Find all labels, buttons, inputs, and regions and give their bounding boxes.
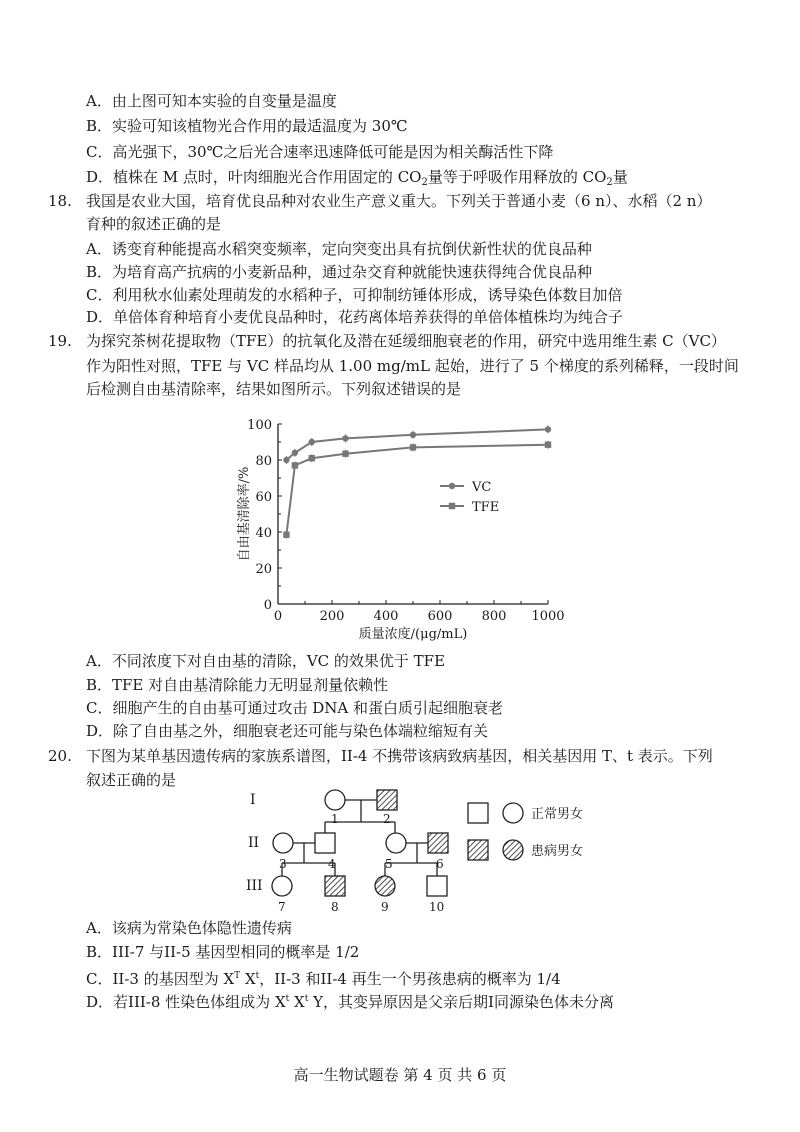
q20-option-c-x: X xyxy=(240,970,256,988)
q20-option-d-part1: D．若III-8 性染色体组成为 X xyxy=(86,993,286,1011)
y-axis-label: 自由基清除率/% xyxy=(237,466,252,562)
legend-normal-female-symbol xyxy=(503,803,523,823)
generation-label-i: I xyxy=(250,792,256,808)
legend-normal-male-symbol xyxy=(468,803,488,823)
data-point-tfe xyxy=(342,451,348,457)
q19-stem-line2: 作为阳性对照，TFE 与 VC 样品均从 1.00 mg/mL 起始，进行了 5 个梯度的系列稀释，一段时间 xyxy=(86,357,739,375)
data-point-tfe xyxy=(545,442,551,448)
individual-number-1: 1 xyxy=(331,812,339,826)
radical-scavenging-chart xyxy=(230,410,570,646)
q20-option-d-x: X xyxy=(289,993,305,1011)
q20-option-d-part2: Y，其变异原因是父亲后期I同源染色体未分离 xyxy=(308,993,614,1011)
legend-label-vc: VC xyxy=(472,480,492,495)
legend-normal-label: 正常男女 xyxy=(531,807,584,822)
q20-option-c xyxy=(86,966,561,989)
q19-option-d: D．除了自由基之外，细胞衰老还可能与染色体端粒缩短有关 xyxy=(86,722,489,740)
individual-ii-3-female-normal xyxy=(273,833,293,853)
legend-affected-female-symbol xyxy=(503,840,523,860)
individual-ii-6-male-affected xyxy=(428,833,448,853)
superscript: t xyxy=(285,994,290,1004)
generation-label-ii: II xyxy=(248,835,260,851)
legend-marker-vc xyxy=(449,483,455,489)
individual-number-4: 4 xyxy=(328,857,336,871)
data-point-vc xyxy=(545,426,551,432)
individual-i-2-male-affected xyxy=(377,790,397,810)
individual-number-2: 2 xyxy=(383,812,391,826)
q20-option-c-part1: C．II-3 的基因型为 X xyxy=(86,970,235,988)
individual-number-9: 9 xyxy=(381,900,389,914)
data-point-vc xyxy=(309,439,315,445)
q18-option-d: D．单倍体育种培育小麦优良品种时，花药离体培养获得的单倍体植株均为纯合子 xyxy=(86,308,624,326)
q20-number: 20. xyxy=(48,747,72,765)
q17-option-d-part2: 量等于呼吸作用释放的 CO xyxy=(427,168,607,186)
q17-option-d-part3: 量 xyxy=(612,168,628,186)
individual-iii-9-female-affected xyxy=(375,876,395,896)
y-tick-label: 60 xyxy=(255,490,272,505)
x-tick-label: 1000 xyxy=(531,609,565,624)
y-tick-label: 80 xyxy=(255,454,272,469)
individual-i-1-female-normal xyxy=(325,790,345,810)
x-axis-label: 质量浓度/(μg/mL) xyxy=(358,627,468,642)
y-tick-label: 100 xyxy=(247,418,272,433)
y-tick-label: 40 xyxy=(255,526,272,541)
data-point-vc xyxy=(342,435,348,441)
q20-option-d xyxy=(86,989,614,1012)
q18-option-a: A．诱变育种能提高水稻突变频率，定向突变出具有抗倒伏新性状的优良品种 xyxy=(86,240,592,258)
x-tick-label: 0 xyxy=(273,609,283,624)
subscript: 2 xyxy=(606,177,613,188)
individual-iii-10-male-normal xyxy=(427,876,447,896)
data-point-vc xyxy=(292,450,298,456)
q17-option-c: C．高光强下，30℃之后光合速率迅速降低可能是因为相关酶活性下降 xyxy=(86,143,554,161)
individual-iii-8-male-affected xyxy=(325,876,345,896)
q18-option-b: B．为培育高产抗病的小麦新品种，通过杂交育种就能快速获得纯合优良品种 xyxy=(86,263,593,281)
superscript: t xyxy=(255,971,260,981)
q17-option-d xyxy=(86,167,628,193)
x-tick-label: 600 xyxy=(427,609,453,624)
superscript: t xyxy=(304,994,309,1004)
x-tick-label: 800 xyxy=(481,609,507,624)
q17-option-b: B．实验可知该植物光合作用的最适温度为 30℃ xyxy=(86,117,408,135)
individual-number-6: 6 xyxy=(436,857,444,871)
individual-ii-4-male-normal xyxy=(315,833,335,853)
generation-label-iii: III xyxy=(246,878,263,894)
individual-iii-7-female-normal xyxy=(272,876,292,896)
q19-stem-line1: 为探究茶树花提取物（TFE）的抗氧化及潜在延缓细胞衰老的作用，研究中选用维生素 C（VC） xyxy=(86,332,726,350)
x-tick-label: 200 xyxy=(319,609,345,624)
q20-option-a: A．该病为常染色体隐性遗传病 xyxy=(86,919,292,937)
q19-option-a: A．不同浓度下对自由基的清除，VC 的效果优于 TFE xyxy=(86,652,446,670)
pedigree-chart xyxy=(230,780,600,920)
data-point-tfe xyxy=(292,462,298,468)
data-point-vc xyxy=(283,457,289,463)
x-tick-label: 400 xyxy=(373,609,399,624)
individual-number-7: 7 xyxy=(278,900,286,914)
data-point-tfe xyxy=(309,455,315,461)
individual-number-5: 5 xyxy=(385,857,393,871)
q18-option-c: C．利用秋水仙素处理萌发的水稻种子，可抑制纺锤体形成，诱导染色体数目加倍 xyxy=(86,286,623,304)
subscript: 2 xyxy=(421,177,428,188)
q19-option-c: C．细胞产生的自由基可通过攻击 DNA 和蛋白质引起细胞衰老 xyxy=(86,699,503,717)
q18-number: 18. xyxy=(48,192,72,210)
legend-marker-tfe xyxy=(449,503,455,509)
q19-option-b: B．TFE 对自由基清除能力无明显剂量依赖性 xyxy=(86,676,389,694)
q18-stem-line2: 育种的叙述正确的是 xyxy=(86,215,222,233)
y-tick-label: 20 xyxy=(255,562,272,577)
q19-number: 19. xyxy=(48,332,72,350)
individual-ii-5-female-normal xyxy=(386,833,406,853)
y-tick-label: 0 xyxy=(263,598,272,613)
q20-stem-line2: 叙述正确的是 xyxy=(86,771,177,789)
data-point-tfe xyxy=(283,532,289,538)
individual-number-10: 10 xyxy=(429,900,445,914)
legend-affected-label: 患病男女 xyxy=(531,844,584,859)
q19-stem-line3: 后检测自由基清除率，结果如图所示。下列叙述错误的是 xyxy=(86,380,462,398)
q17-option-a: A．由上图可知本实验的自变量是温度 xyxy=(86,92,337,110)
legend-affected-male-symbol xyxy=(468,840,488,860)
data-point-tfe xyxy=(410,444,416,450)
superscript: T xyxy=(234,971,241,981)
legend-label-tfe: TFE xyxy=(472,500,500,515)
q20-option-b: B．III-7 与II-5 基因型相同的概率是 1/2 xyxy=(86,943,360,961)
page-footer: 高一生物试题卷 第 4 页 共 6 页 xyxy=(293,1066,507,1084)
q17-option-d-part1: D．植株在 M 点时，叶肉细胞光合作用固定的 CO xyxy=(86,168,422,186)
series-line-tfe xyxy=(286,445,548,535)
individual-number-3: 3 xyxy=(279,857,287,871)
data-point-vc xyxy=(410,432,416,438)
q18-stem-line1: 我国是农业大国，培育优良品种对农业生产意义重大。下列关于普通小麦（6 n）、水稻（2 n） xyxy=(86,192,712,210)
individual-number-8: 8 xyxy=(331,900,339,914)
q20-stem-line1: 下图为某单基因遗传病的家族系谱图，II-4 不携带该病致病基因，相关基因用 T、t 表示。下列 xyxy=(86,747,713,765)
q20-option-c-part2: ，II-3 和II-4 再生一个男孩患病的概率为 1/4 xyxy=(259,970,561,988)
